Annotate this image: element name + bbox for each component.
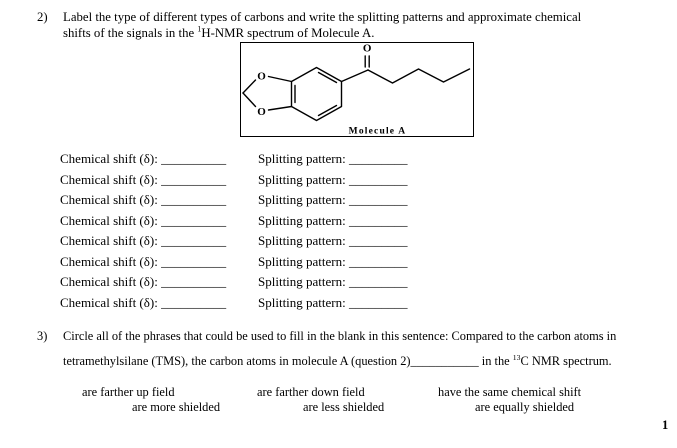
splitting-pattern-label: Splitting pattern: bbox=[258, 171, 346, 187]
option-less-shielded: are less shielded bbox=[303, 400, 385, 414]
shift-row bbox=[60, 231, 408, 252]
molecule-box bbox=[240, 42, 474, 137]
question-3 bbox=[37, 329, 669, 370]
shift-row bbox=[60, 272, 408, 293]
chemical-shift-label: Chemical shift (δ): bbox=[60, 171, 158, 187]
superscript-1: 1 bbox=[197, 24, 202, 34]
question-2-line2-pre: shifts of the signals in the bbox=[63, 25, 198, 40]
option-farther-down-field: are farther down field bbox=[257, 385, 365, 399]
chemical-shift-label: Chemical shift (δ): bbox=[60, 212, 158, 228]
splitting-pattern-blank: _________ bbox=[349, 253, 408, 269]
splitting-pattern-blank: _________ bbox=[349, 294, 408, 310]
chemical-shift-blank: __________ bbox=[161, 233, 227, 248]
splitting-pattern-blank: _________ bbox=[349, 171, 408, 187]
question-2-text bbox=[63, 10, 652, 41]
molecule-caption: Molecule A bbox=[348, 126, 407, 135]
dioxole-oxygen-top-label: O bbox=[257, 70, 266, 83]
shift-row bbox=[60, 252, 408, 273]
shift-row bbox=[60, 293, 408, 314]
splitting-pattern-label: Splitting pattern: bbox=[258, 233, 346, 248]
shift-rows bbox=[60, 149, 408, 313]
chemical-shift-blank: __________ bbox=[161, 274, 227, 289]
splitting-pattern-blank: _________ bbox=[349, 151, 408, 166]
splitting-pattern-blank: _________ bbox=[349, 274, 408, 289]
chemical-shift-label: Chemical shift (δ): bbox=[60, 253, 158, 269]
question-2-line2 bbox=[63, 26, 652, 42]
shift-row bbox=[60, 170, 408, 191]
question-2-number: 2) bbox=[37, 10, 48, 24]
chemical-shift-label: Chemical shift (δ): bbox=[60, 294, 158, 310]
shift-row bbox=[60, 190, 408, 211]
chemical-shift-label: Chemical shift (δ): bbox=[60, 274, 158, 289]
question-2-line1: Label the type of different types of carbons and write the splitting patterns and approximate chemical bbox=[63, 10, 582, 24]
question-2 bbox=[37, 10, 652, 41]
page-number: 1 bbox=[662, 418, 669, 432]
splitting-pattern-blank: _________ bbox=[349, 212, 408, 228]
chemical-shift-blank: __________ bbox=[161, 171, 227, 187]
question-3-line2-pre: tetramethylsilane (TMS), the carbon atoms in molecule A (question 2) bbox=[63, 354, 411, 368]
superscript-13: 13 bbox=[512, 352, 521, 362]
splitting-pattern-label: Splitting pattern: bbox=[258, 151, 346, 166]
shift-row bbox=[60, 149, 408, 170]
question-3-line2-post: C NMR spectrum. bbox=[520, 354, 612, 368]
option-more-shielded: are more shielded bbox=[132, 400, 221, 414]
question-3-fill-blank: ___________ bbox=[410, 354, 479, 368]
option-equally-shielded: are equally shielded bbox=[475, 400, 575, 414]
chemical-shift-label: Chemical shift (δ): bbox=[60, 151, 158, 166]
question-3-line2-mid: in the bbox=[478, 354, 513, 368]
chemical-shift-blank: __________ bbox=[161, 151, 227, 166]
molecule-structure bbox=[241, 43, 472, 135]
splitting-pattern-blank: _________ bbox=[349, 233, 408, 248]
splitting-pattern-label: Splitting pattern: bbox=[258, 212, 346, 228]
splitting-pattern-label: Splitting pattern: bbox=[258, 253, 346, 269]
carbonyl-oxygen-label: O bbox=[362, 43, 372, 55]
chemical-shift-blank: __________ bbox=[161, 253, 227, 269]
option-same-chemical-shift: have the same chemical shift bbox=[438, 385, 582, 399]
dioxole-oxygen-bottom-label: O bbox=[257, 106, 266, 118]
question-3-line2 bbox=[63, 354, 669, 370]
chemical-shift-blank: __________ bbox=[161, 294, 227, 310]
splitting-pattern-label: Splitting pattern: bbox=[258, 294, 346, 310]
question-3-line1: Circle all of the phrases that could be used to fill in the blank in this sentence: Compared to the carbon atoms in bbox=[63, 329, 617, 343]
splitting-pattern-blank: _________ bbox=[349, 192, 408, 207]
splitting-pattern-label: Splitting pattern: bbox=[258, 192, 346, 207]
shift-row bbox=[60, 211, 408, 232]
question-3-text bbox=[63, 329, 669, 370]
option-farther-up-field: are farther up field bbox=[82, 385, 175, 399]
splitting-pattern-label: Splitting pattern: bbox=[258, 274, 346, 289]
question-3-number: 3) bbox=[37, 329, 48, 343]
chemical-shift-blank: __________ bbox=[161, 212, 227, 228]
question-2-line2-post: H-NMR spectrum of Molecule A. bbox=[201, 25, 375, 40]
molecule-bonds bbox=[243, 56, 470, 121]
chemical-shift-blank: __________ bbox=[161, 192, 227, 207]
chemical-shift-label: Chemical shift (δ): bbox=[60, 192, 158, 207]
chemical-shift-label: Chemical shift (δ): bbox=[60, 233, 158, 248]
